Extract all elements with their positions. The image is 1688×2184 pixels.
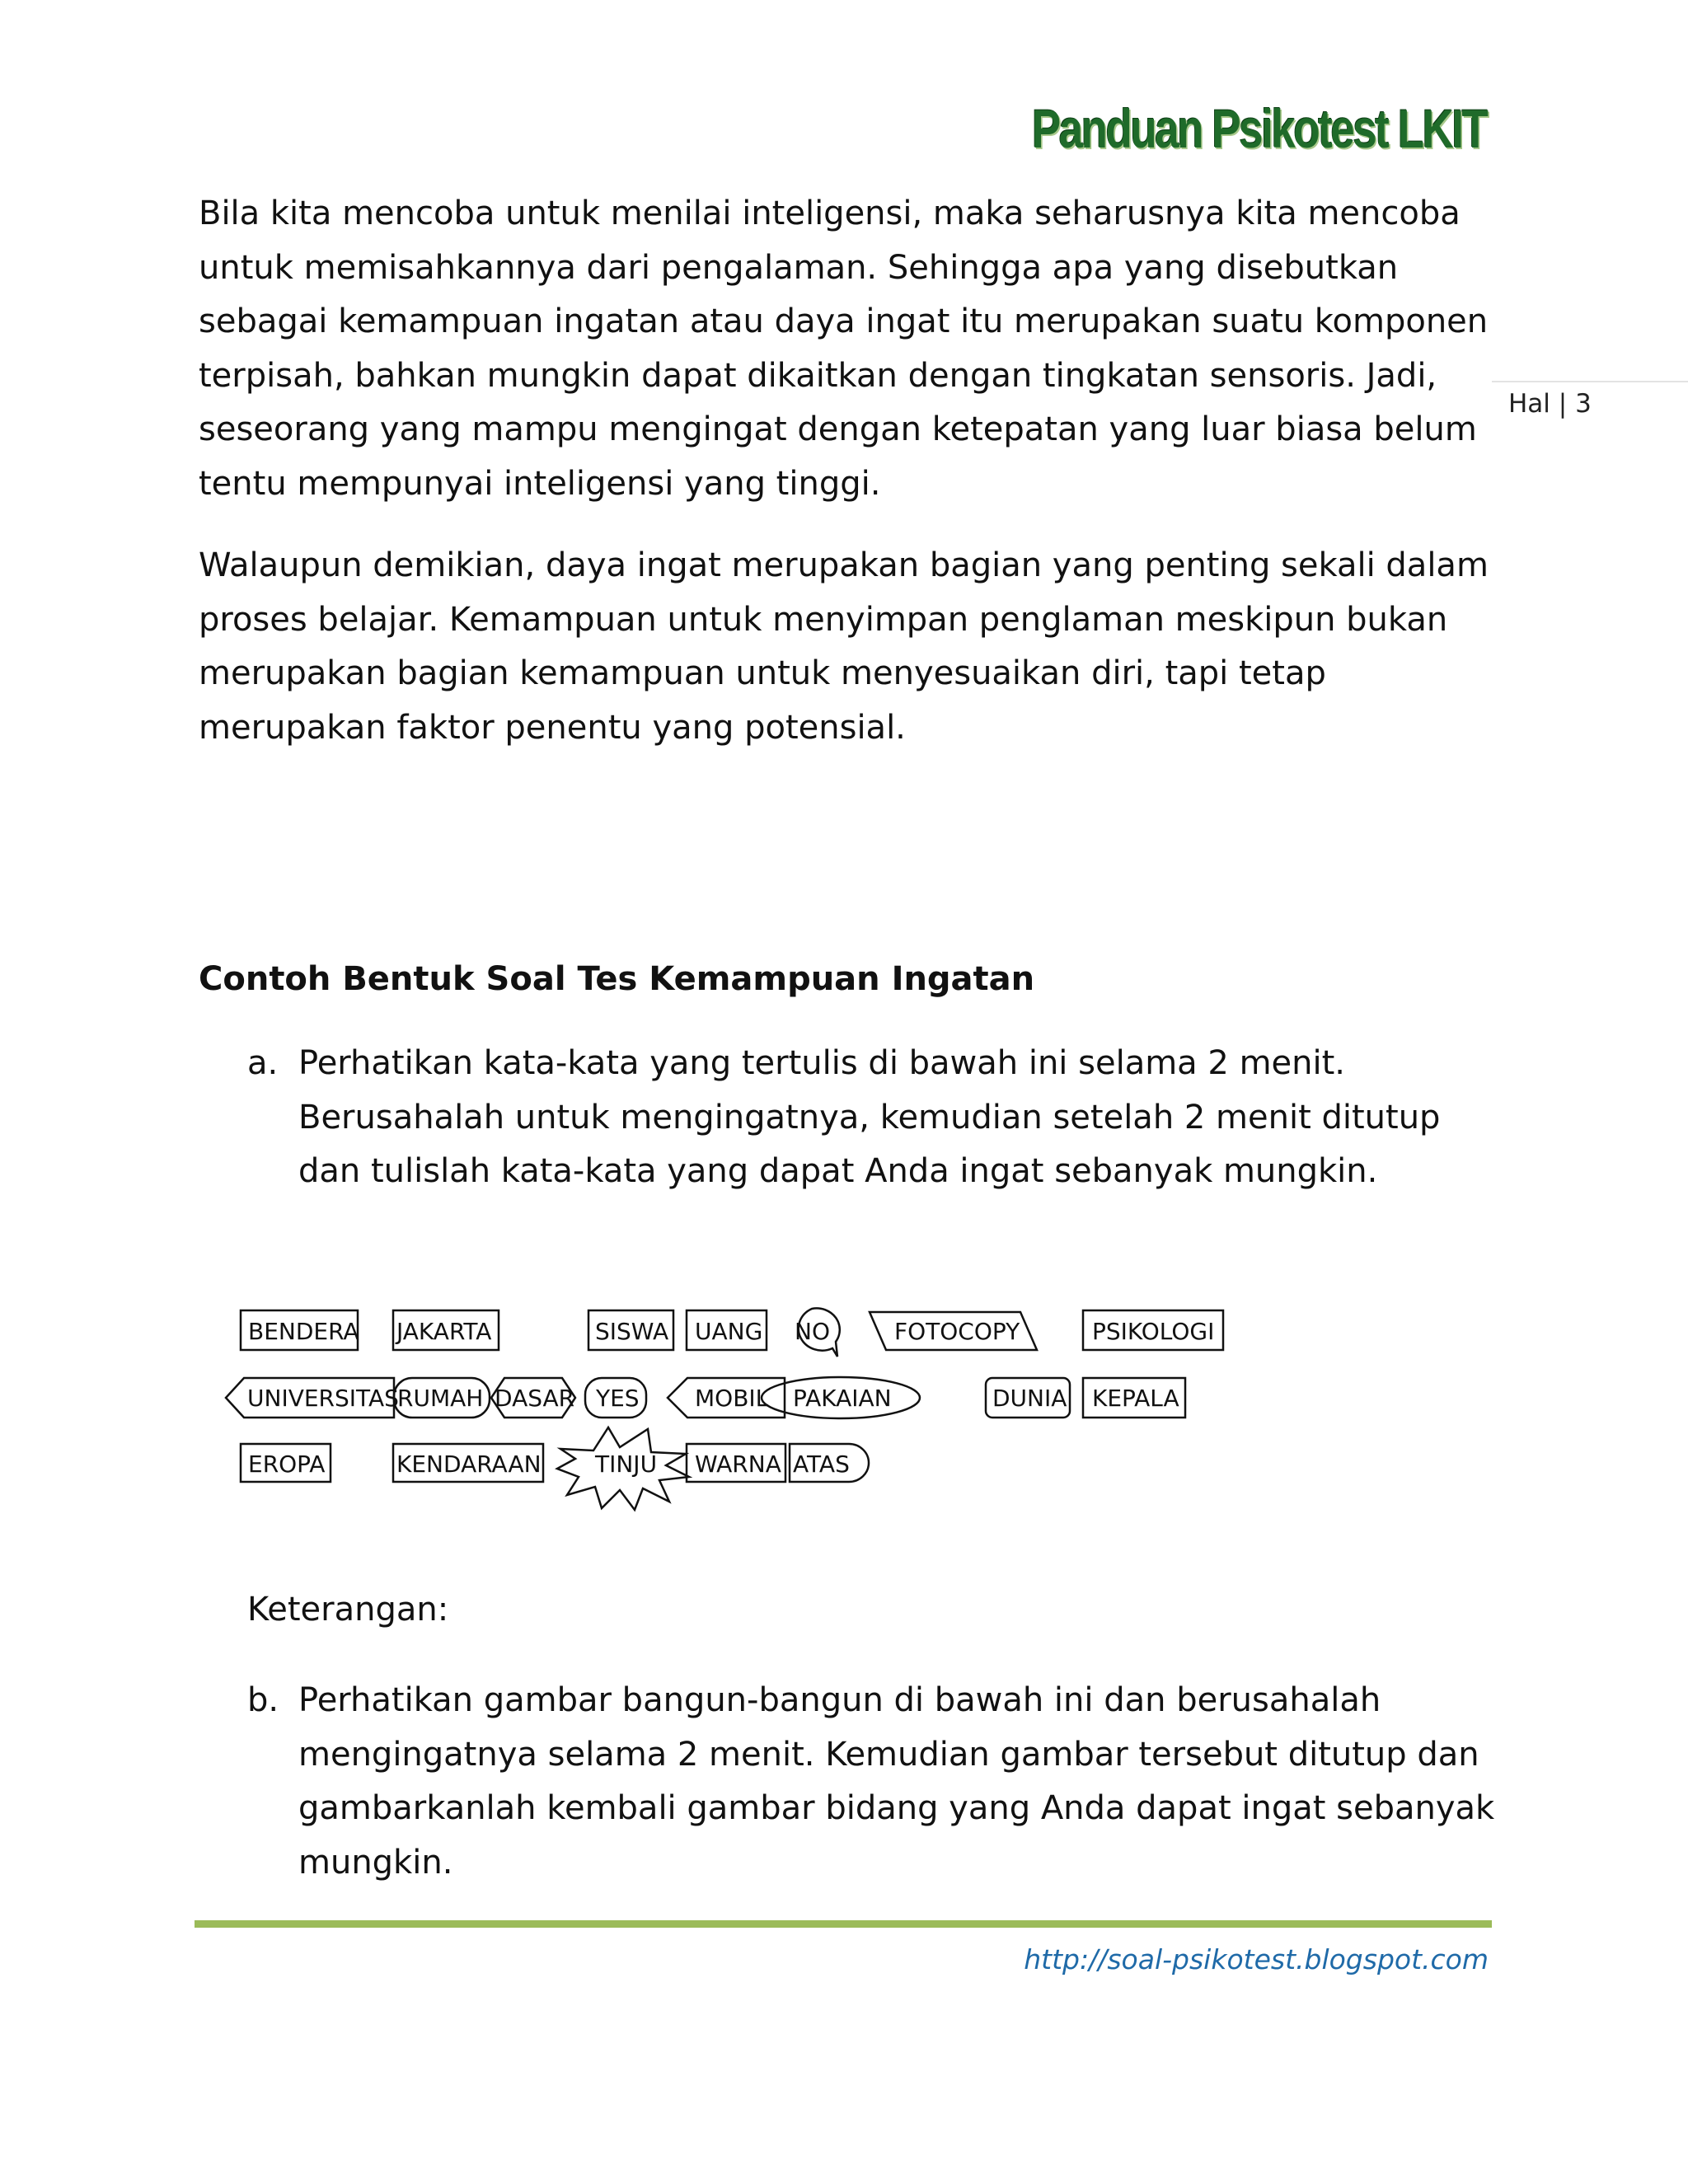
page-number: Hal | 3 <box>1508 389 1592 419</box>
word-fotocopy: FOTOCOPY <box>894 1318 1020 1345</box>
word-kepala: KEPALA <box>1092 1385 1179 1412</box>
list-text-b: Perhatikan gambar bangun-bangun di bawah ini dan berusahalah mengingatnya selama 2 menit. Kemudian gambar tersebut ditutup dan gambarkanlah kembali gambar bidang yang Anda dapat ingat sebanyak mungkin. <box>298 1681 1495 1882</box>
list-text-a: Perhatikan kata-kata yang tertulis di bawah ini selama 2 menit. Berusahalah untuk mengingatnya, kemudian setelah 2 menit ditutup dan tulislah kata-kata yang dapat Anda ingat sebanyak mungkin. <box>298 1044 1441 1190</box>
word-uang: UANG <box>695 1318 763 1345</box>
word-no: NO <box>795 1318 830 1345</box>
footer-url-link[interactable]: http://soal-psikotest.blogspot.com <box>1024 1943 1489 1975</box>
word-dunia: DUNIA <box>992 1385 1067 1412</box>
word-bendera: BENDERA <box>248 1318 359 1345</box>
list-item-b <box>247 1674 1500 1890</box>
word-psikologi: PSIKOLOGI <box>1092 1318 1215 1345</box>
word-jakarta: JAKARTA <box>396 1318 492 1345</box>
section-title: Contoh Bentuk Soal Tes Kemampuan Ingatan <box>199 960 1035 998</box>
word-tinju: TINJU <box>595 1451 658 1478</box>
word-mobil: MOBIL <box>695 1385 769 1412</box>
word-pakaian: PAKAIAN <box>793 1385 892 1412</box>
word-dasar: DASAR <box>495 1385 575 1412</box>
word-kendaraan: KENDARAAN <box>396 1451 542 1478</box>
word-warna: WARNA <box>695 1451 781 1478</box>
word-yes: YES <box>596 1385 640 1412</box>
word-eropa: EROPA <box>248 1451 326 1478</box>
list-marker-b: b. <box>247 1681 279 1719</box>
word-rumah: RUMAH <box>397 1385 484 1412</box>
word-siswa: SISWA <box>595 1318 669 1345</box>
header-brand-logo: Panduan Psikotest LKIT <box>1031 98 1486 159</box>
word-atas: ATAS <box>793 1451 850 1478</box>
keterangan-label: Keterangan: <box>247 1591 449 1629</box>
footer-rule <box>195 1920 1492 1928</box>
word-universitas: UNIVERSITAS <box>247 1385 399 1412</box>
list-marker-a: a. <box>247 1044 279 1082</box>
paragraph-1: Bila kita mencoba untuk menilai inteligensi, maka seharusnya kita mencoba untuk memisahkannya dari pengalaman. Sehingga apa yang disebutkan sebagai kemampuan ingatan atau daya ingat itu merupakan suatu komponen terpisah, bahkan mungkin dapat dikaitkan dengan tingkatan sensoris. Jadi, seseorang yang mampu mengingat dengan ketepatan yang luar biasa belum tentu mempunyai inteligensi yang tinggi. <box>199 194 1489 503</box>
paragraph-2: Walaupun demikian, daya ingat merupakan bagian yang penting sekali dalam proses belajar. Kemampuan untuk menyimpan penglaman meskipun bukan merupakan bagian kemampuan untuk menyesuaikan diri, tapi tetap merupakan faktor penentu yang potensial. <box>199 546 1489 747</box>
